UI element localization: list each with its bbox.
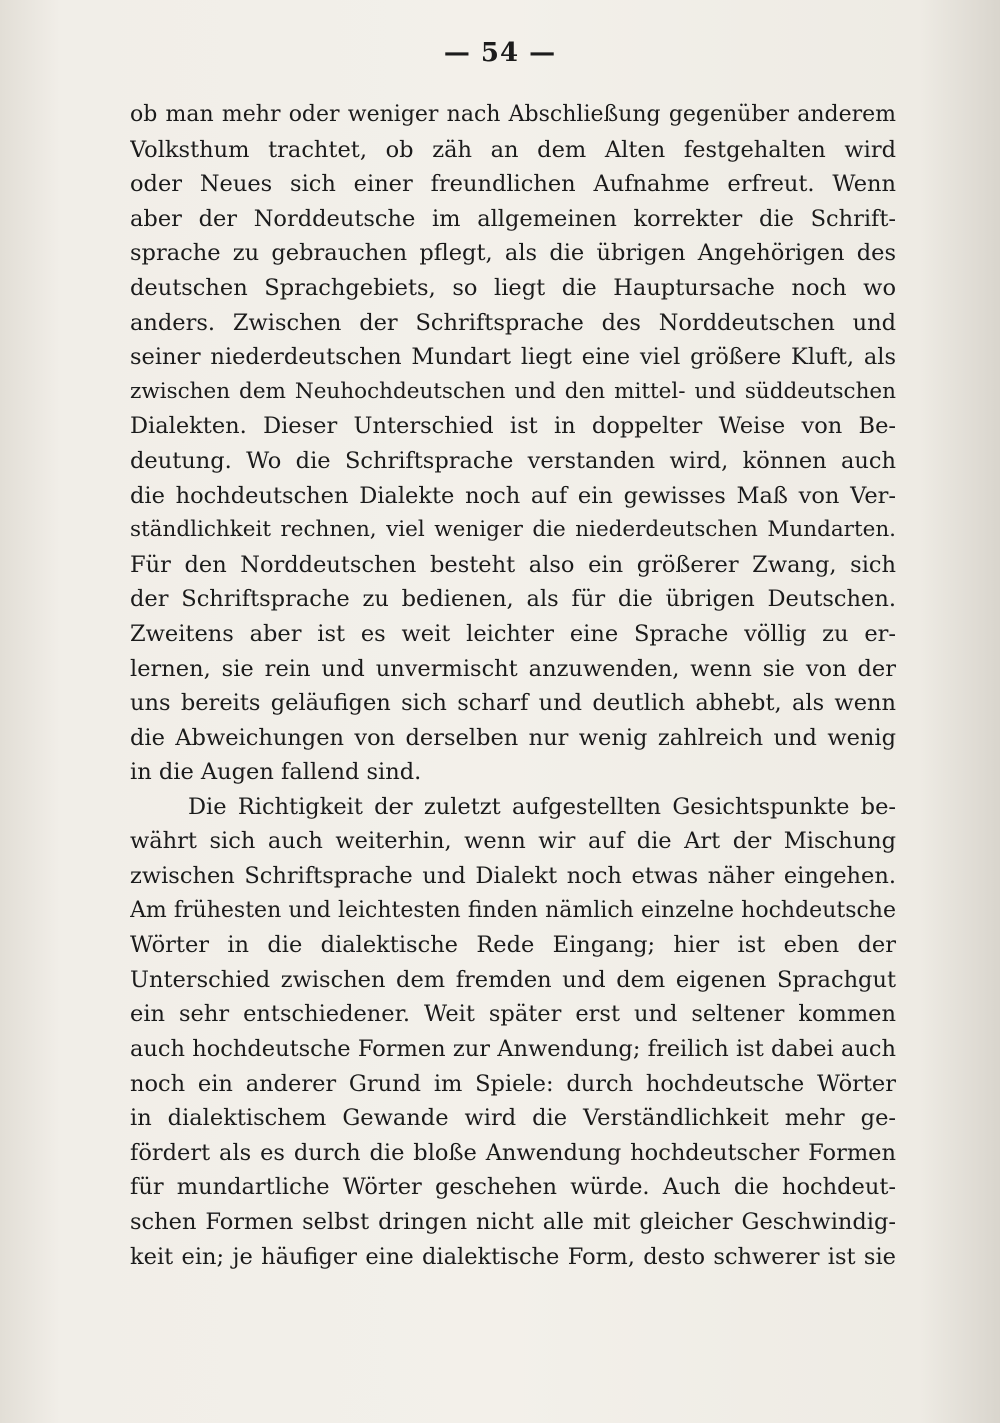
text-line: aber der Norddeutsche im allgemeinen korrekter die Schrift- (130, 205, 896, 232)
text-line: deutung. Wo die Schriftsprache verstanden wird, können auch (130, 447, 896, 474)
text-line: die Abweichungen von derselben nur wenig zahlreich und wenig (130, 724, 896, 751)
page-number: — 54 — (443, 38, 557, 68)
text-line: seiner niederdeutschen Mundart liegt eine viel größere Kluft, als (130, 344, 896, 371)
text-line: uns bereits geläufigen sich scharf und deutlich abhebt, als wenn (130, 690, 896, 717)
text-line: auch hochdeutsche Formen zur Anwendung; freilich ist dabei auch (130, 1036, 896, 1063)
text-line: Dialekten. Dieser Unterschied ist in doppelter Weise von Be- (130, 413, 896, 440)
text-line: der Schriftsprache zu bedienen, als für die übrigen Deutschen. (130, 586, 896, 613)
text-line: Die Richtigkeit der zuletzt aufgestellten Gesichtspunkte be- (188, 793, 896, 820)
text-line: Zweitens aber ist es weit leichter eine Sprache völlig zu er- (130, 620, 896, 647)
text-line: sprache zu gebrauchen pflegt, als die übrigen Angehörigen des (130, 240, 896, 267)
text-line: Wörter in die dialektische Rede Eingang; hier ist eben der (130, 932, 896, 959)
text-line: deutschen Sprachgebiets, so liegt die Hauptursache noch wo (130, 274, 896, 301)
text-line: lernen, sie rein und unvermischt anzuwenden, wenn sie von der (130, 655, 896, 682)
text-line: ein sehr entschiedener. Weit später erst und seltener kommen (130, 1001, 896, 1028)
paragraph-1 (130, 98, 896, 790)
text-line: die hochdeutschen Dialekte noch auf ein gewisses Maß von Ver- (130, 482, 896, 509)
text-line: zwischen Schriftsprache und Dialekt noch etwas näher eingehen. (130, 863, 896, 890)
text-line: in die Augen fallend sind. (130, 759, 422, 786)
text-line: oder Neues sich einer freundlichen Aufnahme erfreut. Wenn (130, 171, 896, 198)
text-line: keit ein; je häufiger eine dialektische Form, desto schwerer ist sie (130, 1243, 896, 1270)
text-line: ständlichkeit rechnen, viel weniger die niederdeutschen Mundarten. (130, 517, 896, 543)
text-line: anders. Zwischen der Schriftsprache des Norddeutschen und (130, 309, 896, 336)
text-line: Am frühesten und leichtesten finden nämlich einzelne hochdeutsche (130, 897, 896, 923)
text-line: zwischen dem Neuhochdeutschen und den mittel- und süddeutschen (130, 378, 896, 404)
body-text (130, 98, 896, 1274)
text-line: ob man mehr oder weniger nach Abschließung gegenüber anderem (130, 102, 896, 127)
text-line: währt sich auch weiterhin, wenn wir auf die Art der Mischung (130, 828, 896, 855)
paragraph-2 (130, 790, 896, 1274)
text-line: fördert als es durch die bloße Anwendung hochdeutscher Formen (130, 1139, 896, 1166)
text-line: Volksthum trachtet, ob zäh an dem Alten festgehalten wird (130, 136, 896, 163)
text-line: Unterschied zwischen dem fremden und dem eigenen Sprachgut (130, 966, 896, 993)
text-line: schen Formen selbst dringen nicht alle mit gleicher Geschwindig- (130, 1209, 896, 1235)
text-line: Für den Norddeutschen besteht also ein größerer Zwang, sich (130, 551, 896, 578)
text-line: für mundartliche Wörter geschehen würde. Auch die hochdeut- (130, 1174, 896, 1201)
text-line: noch ein anderer Grund im Spiele: durch hochdeutsche Wörter (130, 1070, 896, 1097)
text-line: in dialektischem Gewande wird die Verständlichkeit mehr ge- (130, 1105, 896, 1132)
